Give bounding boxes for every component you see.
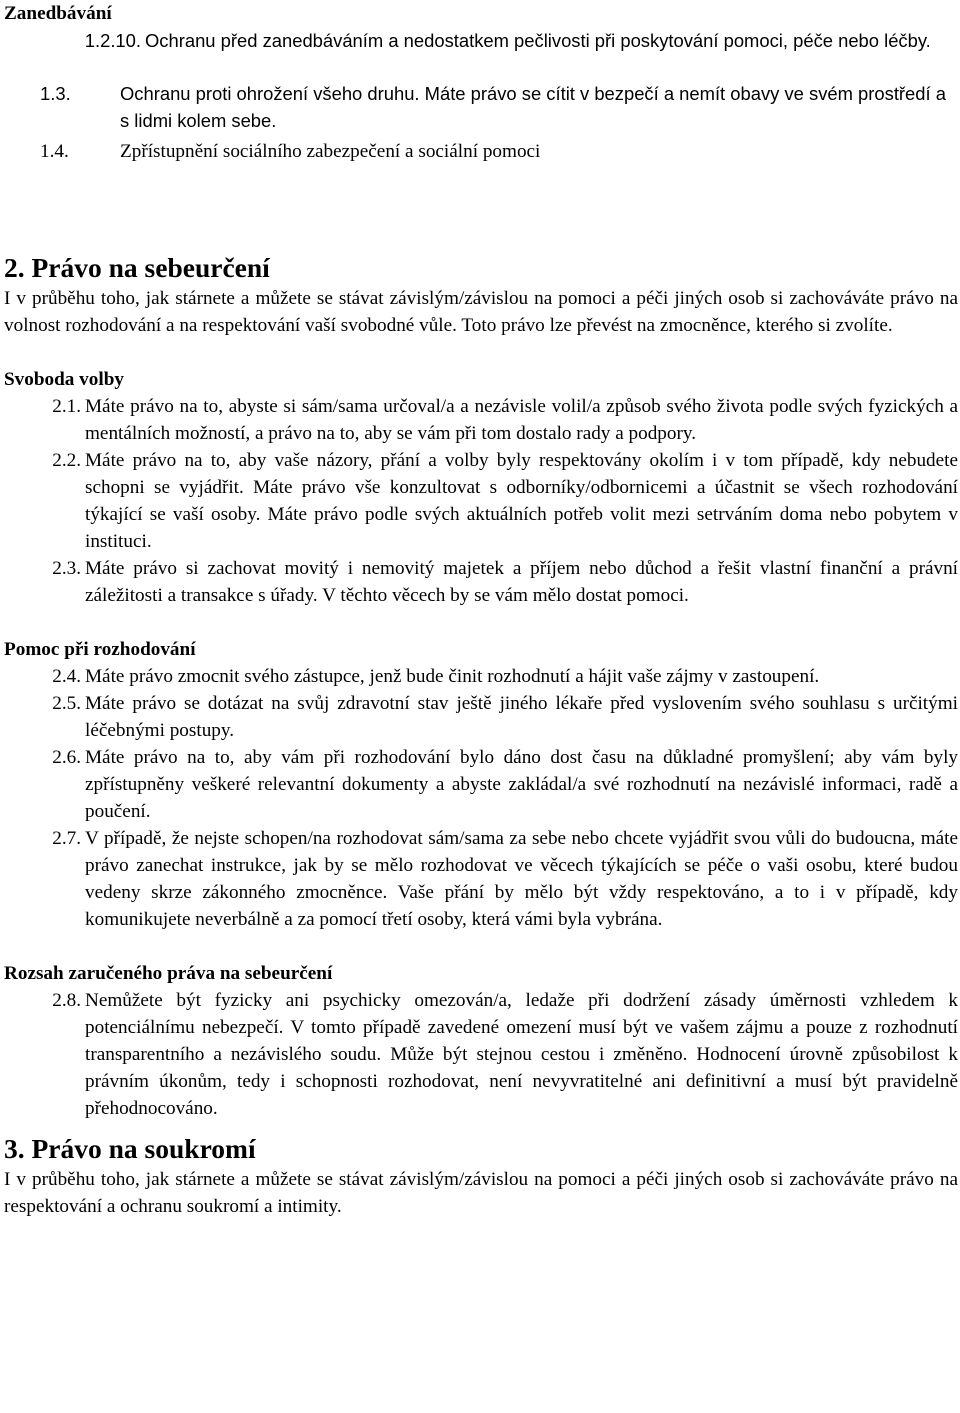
item-text: Máte právo zmocnit svého zástupce, jenž bude činit rozhodnutí a hájit vaše zájmy v zastoupení. <box>85 666 820 687</box>
section-2-title: 2. Právo na sebeurčení <box>4 252 270 283</box>
list-item <box>4 555 958 609</box>
list-item <box>4 690 958 744</box>
item-text: Ochranu před zanedbáváním a nedostatkem pečlivosti při poskytování pomoci, péče nebo léčby. <box>145 30 931 51</box>
item-text: Máte právo na to, aby vám při rozhodování bylo dáno dost času na důkladné promyšlení; aby vám byly zpřístupněny veškeré relevantní dokumenty a abyste zakládal/a své rozhodnutí na nezávislé informaci, radě a poučení. <box>85 747 958 822</box>
item-text: V případě, že nejste schopen/na rozhodovat sám/sama za sebe nebo chcete vyjádřit svou vůli do budoucna, máte právo zanechat instrukce, jak by se mělo rozhodovat ve věcech týkajících se péče o vaši osobu, které budou vedeny skrze zákonného zmocněnce. Vaše přání by mělo být vždy respektováno, a to i v případě, kdy komunikujete neverbálně a za pomocí třetí osoby, která vámi byla vybrána. <box>85 828 958 930</box>
zanedbavani-heading: Zanedbávání <box>4 3 112 24</box>
item-text: Nemůžete být fyzicky ani psychicky omezován/a, ledaže při dodržení zásady úměrnosti vzhledem k potenciálnímu nebezpečí. V tomto případě zavedené omezení musí být ve vašem zájmu a pouze z rozhodnutí transparentního a nezávislého soudu. Může být stejnou cestou i změněno. Hodnocení úrovně způsobilost k právním úkonům, tedy i schopnosti rozhodovat, není nevyvratitelné ani definitivní a musí být pravidelně přehodnocováno. <box>85 990 958 1119</box>
subsection-heading: Svoboda volby <box>4 369 124 390</box>
list-item <box>4 27 958 54</box>
list-item <box>4 825 958 933</box>
item-number: 2.1. <box>52 396 81 417</box>
subsection-pomoc-pri-rozhodovani <box>4 636 958 933</box>
item-text: Máte právo se dotázat na svůj zdravotní stav ještě jiného lékaře před vyslovením svého souhlasu s určitými léčebnými postupy. <box>85 693 958 741</box>
item-number: 1.4. <box>40 141 69 162</box>
subsection-heading: Rozsah zaručeného práva na sebeurčení <box>4 963 333 984</box>
item-text: Máte právo na to, aby vaše názory, přání a volby byly respektovány okolím i v tom případě, kdy nebudete schopni se vyjádřit. Máte právo vše konzultovat s odborníky/odbornicemi a účastnit se všech rozhodování týkající se vaší osoby. Máte právo podle svých aktuálních potřeb volit mezi setrváním doma nebo pobytem v instituci. <box>85 450 958 552</box>
item-number: 2.3. <box>52 558 81 579</box>
list-item <box>4 987 958 1122</box>
item-number: 2.8. <box>52 990 81 1011</box>
document-page <box>4 0 958 1220</box>
list-item <box>4 393 958 447</box>
list-item <box>4 744 958 825</box>
item-text: Máte právo si zachovat movitý i nemovitý majetek a příjem nebo důchod a řešit vlastní finanční a právní záležitosti a transakce s úřady. V těchto věcech by se vám mělo dostat pomoci. <box>85 558 958 606</box>
list-item <box>4 138 958 165</box>
list-item <box>4 447 958 555</box>
section-3-title: 3. Právo na soukromí <box>4 1133 256 1164</box>
subsection-heading: Pomoc při rozhodování <box>4 639 196 660</box>
section-3-intro: I v průběhu toho, jak stárnete a můžete se stávat závislým/závislou na pomoci a péči jiných osob si zachováváte právo na respektování a ochranu soukromí a intimity. <box>4 1169 958 1217</box>
item-number: 1.3. <box>40 83 71 104</box>
item-number: 2.6. <box>52 747 81 768</box>
list-item <box>4 663 958 690</box>
item-text: Máte právo na to, abyste si sám/sama určoval/a a nezávisle volil/a způsob svého života podle svých fyzických a mentálních možností, a právo na to, aby se vám při tom dostalo rady a podpory. <box>85 396 958 444</box>
list-item <box>4 80 958 134</box>
item-text: Ochranu proti ohrožení všeho druhu. Máte právo se cítit v bezpečí a nemít obavy ve svém prostředí a s lidmi kolem sebe. <box>120 83 946 131</box>
subsection-svoboda-volby <box>4 366 958 609</box>
item-number: 2.4. <box>52 666 81 687</box>
item-text: Zpřístupnění sociálního zabezpečení a sociální pomoci <box>120 141 541 162</box>
item-number: 1.2.10. <box>84 30 141 51</box>
item-number: 2.2. <box>52 450 81 471</box>
item-number: 2.7. <box>52 828 81 849</box>
subsection-rozsah <box>4 960 958 1122</box>
section-2-intro: I v průběhu toho, jak stárnete a můžete se stávat závislým/závislou na pomoci a péči jiných osob si zachováváte právo na volnost rozhodování a na respektování vaší svobodné vůle. Toto právo lze převést na zmocněnce, kterého si zvolíte. <box>4 288 958 336</box>
item-number: 2.5. <box>52 693 81 714</box>
